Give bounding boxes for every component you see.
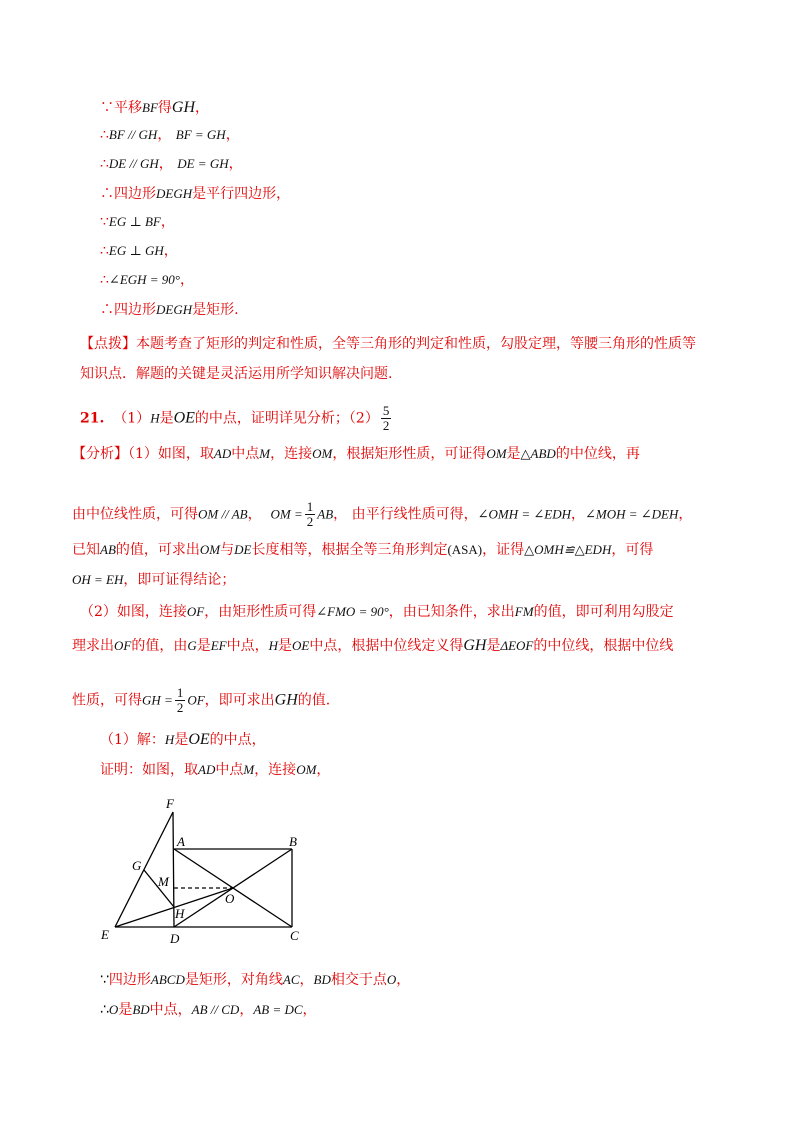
proof-line-1: ∵平移BF得GH， (100, 99, 209, 116)
proof-line-8: ∴四边形DEGH是矩形. (100, 302, 239, 318)
label-E: E (101, 927, 109, 942)
label-F: F (166, 796, 174, 811)
label-G: G (132, 858, 142, 873)
label-O: O (225, 891, 235, 906)
q21-answer-line: 21. （1）H是OE的中点，证明详见分析；（2） $\frac{5}{2}$ (80, 403, 390, 433)
analysis-tag: 【分析】 (72, 446, 128, 462)
analysis-row-7: 性质，可得GH = $\frac{1}{2}$ OF，即可求出GH的值. (72, 685, 331, 715)
proof-line-5: ∵EG ⊥ BF， (100, 214, 175, 230)
bottom-line-2: ∴O是BD中点，AB // CD，AB = DC， (100, 1002, 317, 1018)
solution-line-1: （1）解：H是OE的中点， (100, 731, 266, 748)
half-fraction: $\frac{1}{2}$ (306, 499, 314, 529)
analysis-row-2: 由中位线性质，可得OM // AB， OM = $\frac{1}{2}$ AB， 由平行线性质可得，∠OMH = ∠EDH，∠MOH = ∠DEH， (72, 499, 693, 529)
label-D: D (170, 931, 180, 946)
proof-line-3: ∴DE // GH， DE = GH， (100, 156, 243, 172)
analysis-row-4: OH = EH，即可证得结论； (72, 572, 236, 588)
label-C: C (290, 928, 299, 943)
proof-line-7: ∴∠EGH = 90°， (100, 272, 195, 288)
bottom-line-1: ∵四边形ABCD是矩形，对角线AC，BD相交于点O， (100, 972, 411, 988)
answer-fraction: $\frac{5}{2}$ (382, 403, 390, 433)
proof-line-2: ∴BF // GH， BF = GH， (100, 127, 240, 143)
label-B: B (289, 834, 297, 849)
label-A: A (177, 834, 185, 849)
half-fraction-2: $\frac{1}{2}$ (176, 685, 184, 715)
solution-line-2: 证明：如图，取AD中点M，连接OM， (100, 762, 331, 778)
segment-EF (115, 812, 173, 927)
label-M: M (158, 874, 169, 889)
note-paragraph: 【点拨】本题考查了矩形的判定和性质，全等三角形的判定和性质，勾股定理，等腰三角形的性质等 知识点．解题的关键是灵活运用所学知识解决问题. (80, 336, 696, 382)
analysis-row-1: 【分析】（1）如图，取AD中点M，连接OM，根据矩形性质，可证得OM是△ABD的中位线，再 (72, 446, 640, 462)
analysis-row-3: 已知AB的值，可求出OM与DE长度相等，根据全等三角形判定(ASA)，证得△OMH≌△EDH，可得 (72, 542, 654, 558)
proof-line-6: ∴EG ⊥ GH， (100, 243, 178, 259)
segment-FD (173, 812, 174, 927)
analysis-row-6: 理求出OF的值，由G是EF中点，H是OE中点，根据中位线定义得GH是ΔEOF的中位线，根据中位线 (72, 637, 674, 654)
proof-line-4: ∴四边形DEGH是平行四边形， (100, 186, 291, 202)
analysis-row-5: （2）如图，连接OF，由矩形性质可得∠FMO = 90°，由已知条件，求出FM的值，即可利用勾股定 (80, 604, 674, 620)
label-H: H (175, 906, 185, 921)
note-tag: 【点拨】 (80, 336, 136, 352)
